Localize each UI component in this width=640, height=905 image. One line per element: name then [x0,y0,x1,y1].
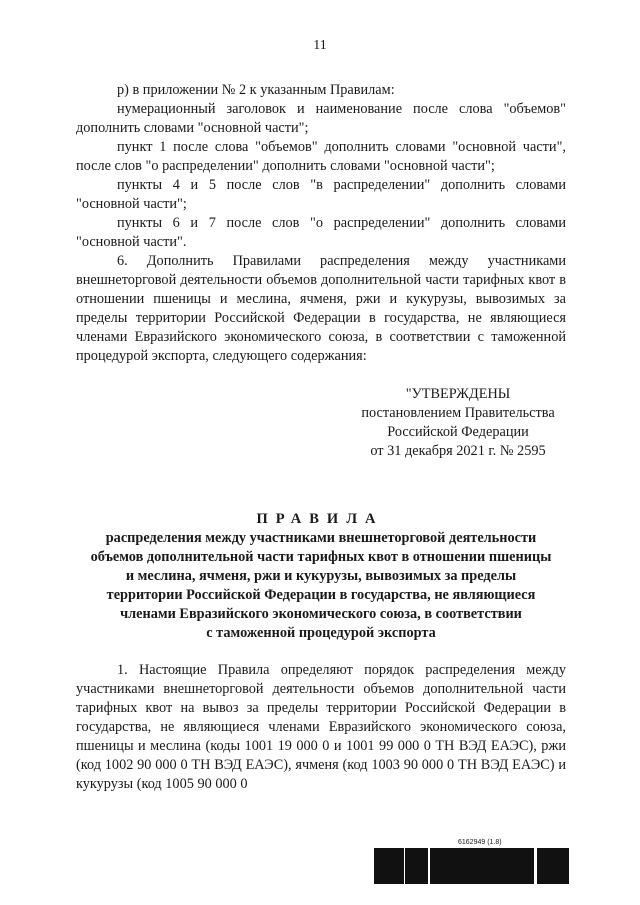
amendment-paragraph: пункт 1 после слова "объемов" дополнить словами "основной части", после слов "о распределении" дополнить словами "основной части"; [76,139,566,174]
amendment-paragraph: пункты 6 и 7 после слов "о распределении" дополнить словами "основной части". [76,215,566,250]
amendment-paragraph: нумерационный заголовок и наименование после слова "объемов" дополнить словами "основной части"; [76,101,566,136]
subtitle-line: с таможенной процедурой экспорта [206,625,436,641]
subtitle-line: распределения между участниками внешнеторговой деятельности [105,530,537,546]
clause-section [76,661,566,794]
approval-line: Российской Федерации [387,424,529,440]
barcode [373,848,569,884]
subtitle-line: членами Евразийского экономического союза, в соответствии [120,606,522,622]
rules-subtitle [76,529,566,643]
approval-line: "УТВЕРЖДЕНЫ [405,386,511,402]
approval-line: постановлением Правительства [361,405,555,421]
approval-stamp [343,385,573,461]
footer-document-code: 6162949 (1.8) [458,839,502,846]
subtitle-line: территории Российской Федерации в государства, не являющиеся [106,587,536,603]
subtitle-line: объемов дополнительной части тарифных квот в отношении пшеницы [90,549,552,565]
clause-1-paragraph: 1. Настоящие Правила определяют порядок распределения между участниками внешнеторговой деятельности объемов дополнительной части тарифных квот на вывоз за пределы территории Российской Федерации в государства, не являющиеся членами Евразийского экономического союза, пшеницы и меслина (коды 1001 19 000 0 и 1001 99 000 0 ТН ВЭД ЕАЭС), ржи (код 1002 90 000 0 ТН ВЭД ЕАЭС), ячменя (код 1003 90 000 0 ТН ВЭД ЕАЭС) и кукурузы (код 1005 90 000 0 [76,662,566,792]
amendment-paragraph: 6. Дополнить Правилами распределения между участниками внешнеторговой деятельности объемов дополнительной части тарифных квот в отношении пшеницы и меслина, ячменя, ржи и кукурузы, вывозимых за пределы территории Российской Федерации в государства, не являющиеся членами Евразийского экономического союза, в соответствии с таможенной процедурой экспорта, следующего содержания: [76,253,566,364]
amendments-section [76,81,566,366]
page-number: 11 [313,38,327,53]
amendment-paragraph: р) в приложении № 2 к указанным Правилам: [117,82,395,98]
approval-line: от 31 декабря 2021 г. № 2595 [370,443,546,459]
amendment-paragraph: пункты 4 и 5 после слов "в распределении" дополнить словами "основной части"; [76,177,566,212]
subtitle-line: и меслина, ячменя, ржи и кукурузы, вывозимых за пределы [125,568,517,584]
rules-title: ПРАВИЛА [256,511,384,527]
